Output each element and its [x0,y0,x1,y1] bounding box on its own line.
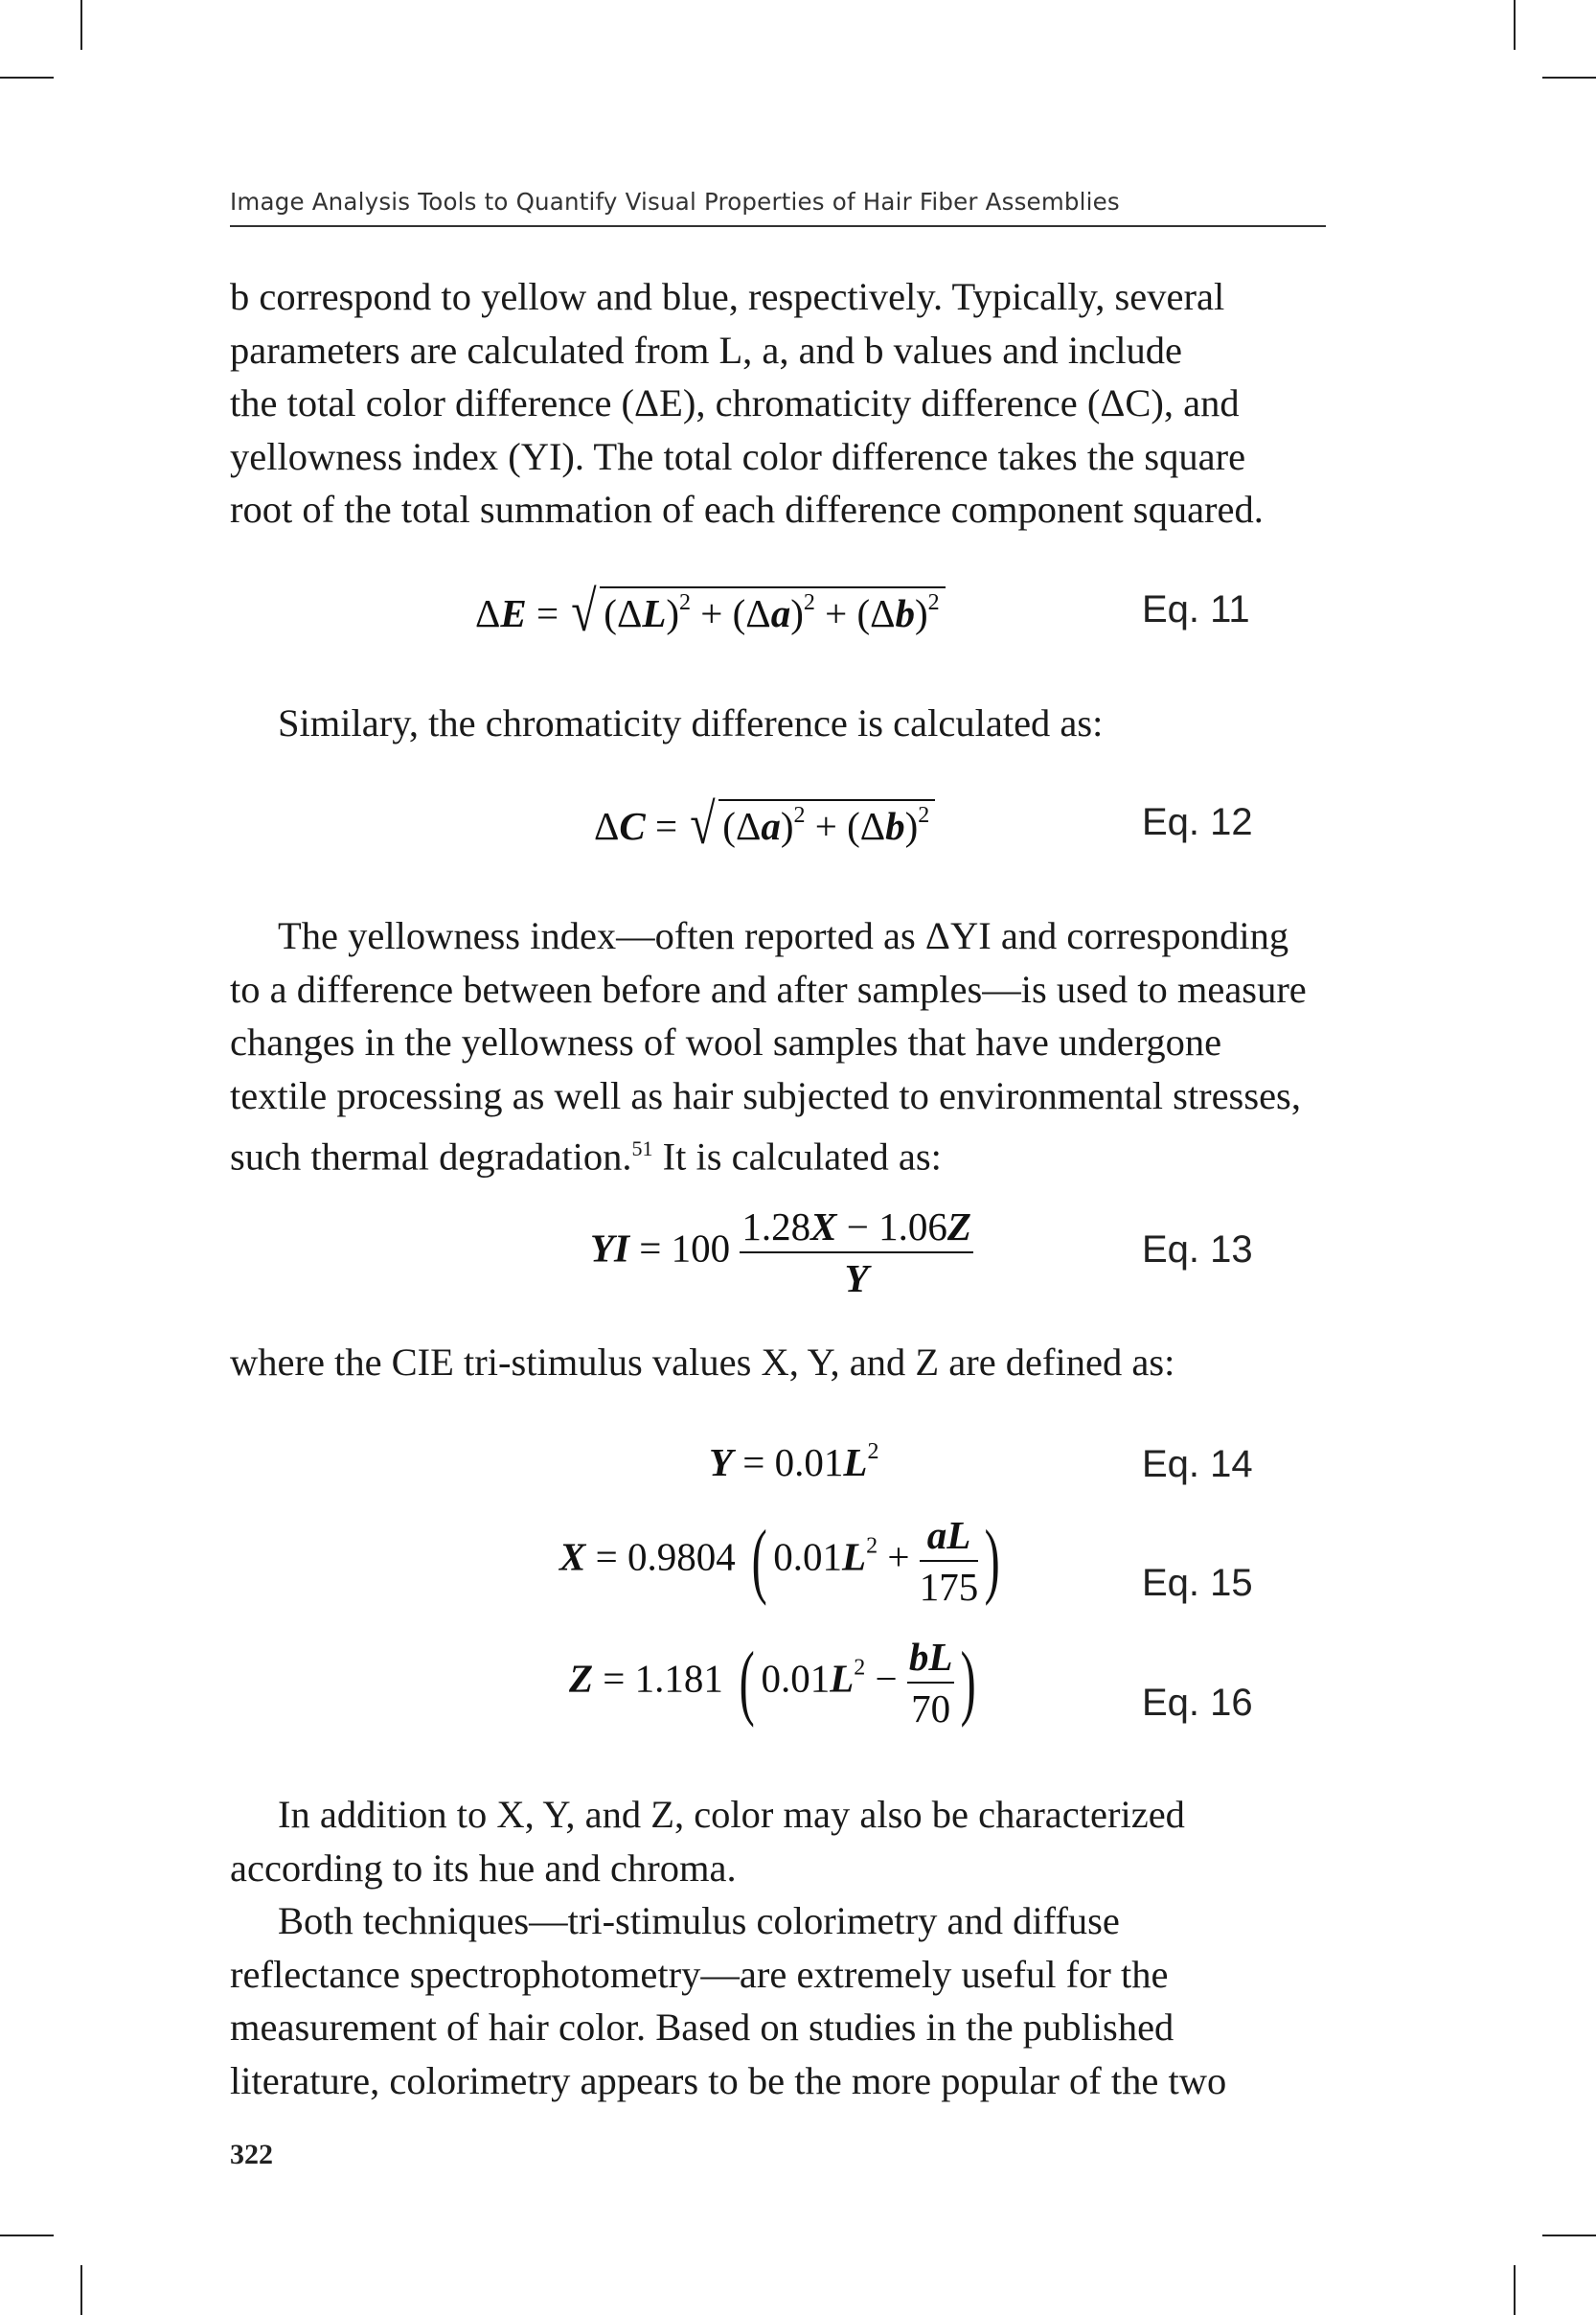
fraction-denominator: 175 [919,1565,979,1609]
text-line: Both techniques—tri-stimulus colorimetry and diffuse [278,1899,1120,1942]
equation-12: ΔC = √ $(\Delta a)^2 + (\Delta b)^2$ [594,788,935,854]
crop-mark [0,2235,54,2236]
equation-label: Eq. 12 [1142,801,1253,843]
crop-mark [1542,2235,1596,2236]
crop-mark [80,2265,82,2315]
fraction: $\frac{bL}{70}$ [908,1635,953,1731]
page-number: 322 [230,2139,273,2170]
equation-11: ΔE = √ $(\Delta L)^2 + (\Delta a)^2 + (\Delta b)^2$ [475,575,946,641]
paragraph-3 [230,909,1332,1183]
text-line: Similary, the chromaticity difference is calculated as: [278,701,1104,745]
text-line: changes in the yellowness of wool samples that have undergone [230,1020,1222,1064]
equation-label: Eq. 15 [1142,1562,1253,1604]
paragraph-1 [230,270,1332,537]
fraction-denominator: 70 [911,1686,951,1731]
coefficient: 1.181 [634,1656,723,1701]
crop-mark [80,0,82,50]
fraction: $\frac{aL}{175}$ [919,1513,979,1609]
coefficient: 100 [671,1226,731,1271]
text-line: The yellowness index—often reported as ΔYI and corresponding [278,914,1289,957]
text-line: according to its hue and chroma. [230,1845,737,1890]
text-line: reflectance spectrophotometry—are extremely useful for the [230,1952,1169,1996]
crop-mark [1542,77,1596,79]
text-fragment: such thermal degradation. [230,1135,632,1179]
paragraph-4 [230,1336,1332,1389]
equation-label: Eq. 14 [1142,1443,1253,1485]
text-line: to a difference between before and after samples—is used to measure [230,967,1307,1011]
text-line: yellowness index (YI). The total color difference takes the square [230,434,1246,478]
crop-mark [1514,2265,1516,2315]
equation-15: X = 0.9804 ( $0.01L^2$ + $\frac{aL}{175}$ ) [559,1513,1000,1609]
fraction: $\frac{1.28X - 1.06Z}{Y}$ [741,1204,971,1300]
crop-mark [1514,0,1516,50]
text-line: the total color difference (ΔE), chromaticity difference (ΔC), and [230,381,1240,424]
text-line: b correspond to yellow and blue, respectively. Typically, several [230,275,1225,318]
text-line: measurement of hair color. Based on studies in the published [230,2006,1174,2049]
text-line: where the CIE tri-stimulus values X, Y, and Z are defined as: [230,1341,1175,1384]
crop-mark [0,77,54,79]
text-line: textile processing as well as hair subjected to environmental stresses, [230,1073,1301,1117]
equation-14: $Y = 0.01L^2$ [709,1439,879,1484]
equation-label: Eq. 16 [1142,1682,1253,1724]
text-line: literature, colorimetry appears to be the more popular of the two [230,2058,1227,2102]
text-line: In addition to X, Y, and Z, color may also be characterized [278,1793,1185,1836]
running-head: Image Analysis Tools to Quantify Visual Properties of Hair Fiber Assemblies [230,188,1326,227]
paragraph-5 [230,1788,1332,1894]
coefficient: 0.9804 [627,1534,736,1579]
text-line: parameters are calculated from L, a, and b values and include [230,328,1183,372]
text-fragment: It is calculated as: [652,1135,942,1179]
equation-label: Eq. 13 [1142,1228,1253,1271]
equation-label: Eq. 11 [1142,588,1250,630]
paragraph-6 [230,1894,1332,2107]
text-line: root of the total summation of each difference component squared. [230,488,1264,531]
text-line [230,1122,1332,1183]
reference-superscript: 51 [631,1136,653,1160]
paragraph-2 [230,697,1332,750]
equation-13: YI = 100 $\frac{1.28X - 1.06Z}{Y}$ [590,1204,971,1300]
equation-16: Z = 1.181 ( $0.01L^2$ − $\frac{bL}{70}$ ) [569,1635,977,1731]
